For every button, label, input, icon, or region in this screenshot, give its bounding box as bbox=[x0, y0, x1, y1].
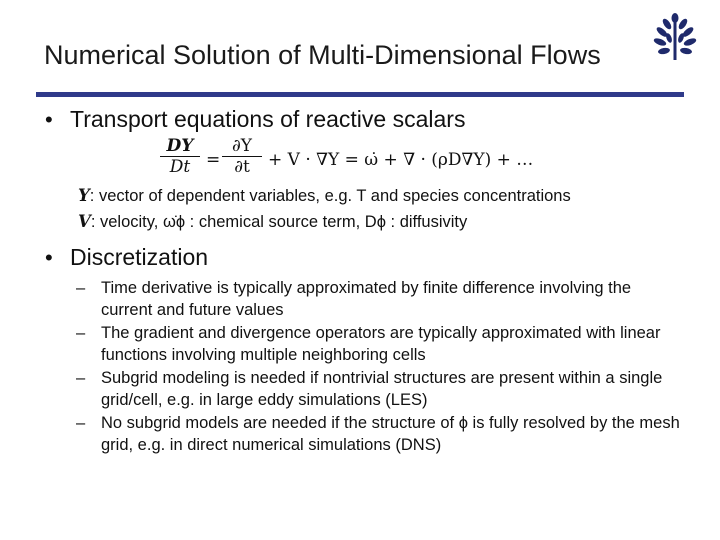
list-item-text: The gradient and divergence operators are typically approximated with linear functions involving multiple neighboring cells bbox=[101, 324, 661, 364]
laurel-crest-icon bbox=[652, 12, 698, 62]
list-item-text: Time derivative is typically approximated by finite difference involving the current and future values bbox=[101, 279, 632, 319]
list-item-text: No subgrid models are needed if the structure of ϕ is fully resolved by the mesh grid, e.g. in direct numerical simulations (DNS) bbox=[101, 414, 680, 454]
title-rule bbox=[36, 92, 684, 97]
eq-lhs-numerator: DY bbox=[160, 136, 200, 157]
definition-y bbox=[78, 186, 571, 206]
discretization-list bbox=[76, 278, 686, 458]
list-item bbox=[76, 323, 686, 366]
definition-v-symbol: V bbox=[78, 212, 91, 231]
dash-marker: – bbox=[76, 324, 86, 342]
eq-lhs-denominator: Dt bbox=[169, 157, 191, 177]
dash-marker: – bbox=[76, 414, 86, 432]
list-item bbox=[76, 278, 686, 321]
list-item bbox=[76, 413, 686, 456]
dash-marker: – bbox=[76, 369, 86, 387]
definition-v bbox=[78, 212, 467, 232]
bullet-transport-equations: Transport equations of reactive scalars bbox=[70, 106, 466, 132]
slide-title: Numerical Solution of Multi-Dimensional Flows bbox=[44, 40, 601, 70]
eq-rhs-numerator: ∂Y bbox=[222, 136, 262, 157]
bullet-discretization: Discretization bbox=[70, 244, 209, 270]
list-item-text: Subgrid modeling is needed if nontrivial structures are present within a single grid/cell, e.g. in large eddy simulations (LES) bbox=[101, 369, 663, 409]
definition-y-symbol: Y bbox=[78, 186, 90, 205]
list-item bbox=[76, 368, 686, 411]
eq-rest: + V · ∇Y = ω̇ + ∇ · (ρD∇Y) + … bbox=[268, 150, 534, 170]
bullet-marker: • bbox=[45, 107, 53, 132]
eq-rhs-denominator: ∂t bbox=[234, 157, 250, 177]
eq-equals: = bbox=[206, 150, 221, 170]
definition-y-text: : vector of dependent variables, e.g. T and species concentrations bbox=[89, 187, 571, 205]
definition-v-text: : velocity, ω̇ϕ : chemical source term, Dϕ : diffusivity bbox=[90, 213, 468, 231]
dash-marker: – bbox=[76, 279, 86, 297]
bullet-marker: • bbox=[45, 245, 53, 270]
